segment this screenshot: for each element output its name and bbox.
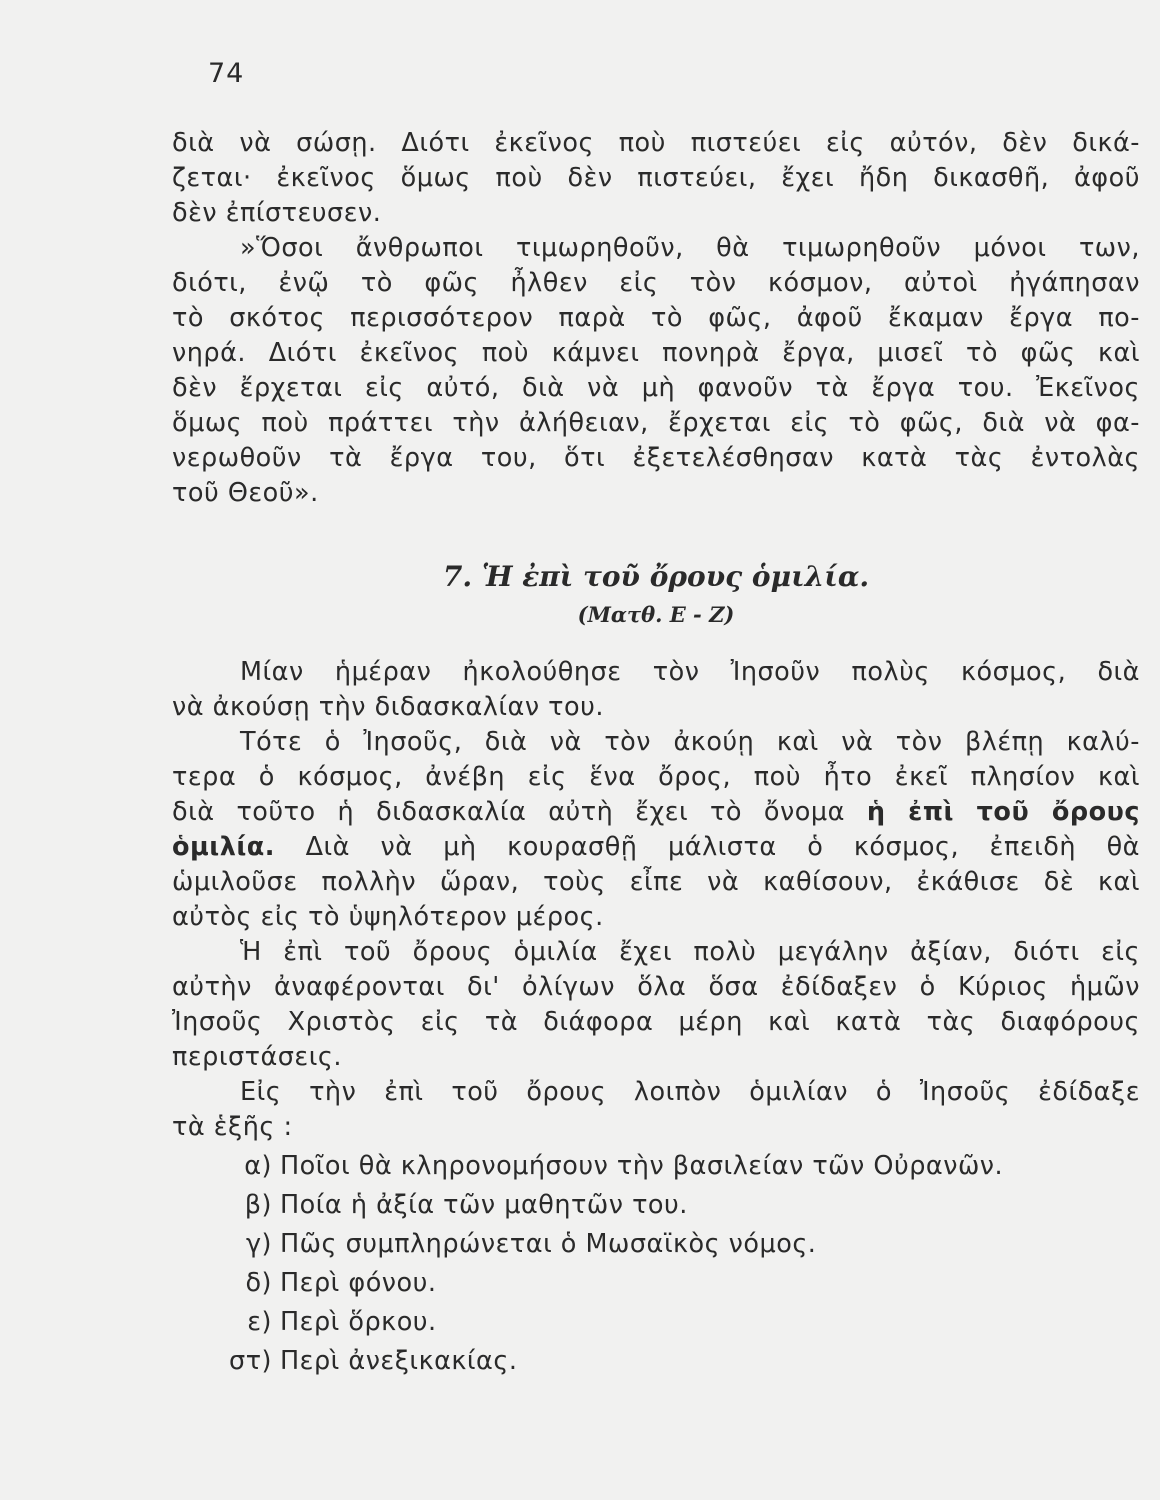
text-line: αὐτὸς εἰς τὸ ὑψηλότερον μέρος.	[172, 902, 604, 932]
text-line: τοῦ Θεοῦ».	[172, 478, 319, 508]
list-item-text: Περὶ φόνου.	[280, 1268, 437, 1298]
list-marker: στ)	[229, 1346, 272, 1376]
text-line	[172, 795, 1140, 830]
list-item	[172, 1147, 1140, 1186]
emphasized-term: ἡ ἐπὶ τοῦ ὄρους	[866, 797, 1140, 827]
list-item-text: Ποῖοι θὰ κληρονομήσουν τὴν βασιλείαν τῶν Οὐρανῶν.	[280, 1151, 1004, 1181]
text-line: διότι, ἐνῷ τὸ φῶς ἦλθεν εἰς τὸν κόσμον, αὐτοὶ ἠγάπησαν	[172, 268, 1140, 298]
text-line: περιστάσεις.	[172, 1042, 342, 1072]
section-body	[172, 655, 1140, 1145]
list-marker: δ)	[245, 1268, 272, 1298]
text-line	[172, 830, 1140, 865]
text-line: νηρά. Διότι ἐκεῖνος ποὺ κάμνει πονηρὰ ἔργα, μισεῖ τὸ φῶς καὶ	[172, 338, 1140, 368]
list-item	[172, 1342, 1140, 1381]
list-item-text: Περὶ ὅρκου.	[280, 1307, 437, 1337]
text-line: ὡμιλοῦσε πολλὴν ὥραν, τοὺς εἶπε νὰ καθίσουν, ἐκάθισε δὲ καὶ	[172, 867, 1140, 897]
list-marker: α)	[244, 1151, 272, 1181]
list-item	[172, 1303, 1140, 1342]
text-line: »Ὅσοι ἄνθρωποι τιμωρηθοῦν, θὰ τιμωρηθοῦν μόνοι των,	[240, 233, 1140, 263]
list-marker: β)	[244, 1190, 272, 1220]
text-line: Εἰς τὴν ἐπὶ τοῦ ὄρους λοιπὸν ὁμιλίαν ὁ Ἰησοῦς ἐδίδαξε	[240, 1077, 1140, 1107]
list-marker: ε)	[247, 1307, 272, 1337]
text-line: διὰ νὰ σώσῃ. Διότι ἐκεῖνος ποὺ πιστεύει εἰς αὐτόν, δὲν δικά-	[172, 128, 1140, 158]
topic-list	[172, 1147, 1140, 1381]
list-item	[172, 1225, 1140, 1264]
list-item	[172, 1186, 1140, 1225]
page-number: 74	[208, 58, 245, 89]
text-line: δὲν ἐπίστευσεν.	[172, 198, 382, 228]
text-line: τερα ὁ κόσμος, ἀνέβη εἰς ἕνα ὄρος, ποὺ ἦτο ἐκεῖ πλησίον καὶ	[172, 762, 1140, 792]
text-line: Ἡ ἐπὶ τοῦ ὄρους ὁμιλία ἔχει πολὺ μεγάλην ἀξίαν, διότι εἰς	[240, 937, 1140, 967]
section-title: 7. Ἡ ἐπὶ τοῦ ὄρους ὁμιλία.	[442, 560, 870, 593]
list-item-text: Ποία ἡ ἀξία τῶν μαθητῶν του.	[280, 1190, 688, 1220]
text-line: ὅμως ποὺ πράττει τὴν ἀλήθειαν, ἔρχεται εἰς τὸ φῶς, διὰ νὰ φα-	[172, 408, 1140, 438]
list-item	[172, 1264, 1140, 1303]
text-line: δὲν ἔρχεται εἰς αὐτό, διὰ νὰ μὴ φανοῦν τὰ ἔργα του. Ἐκεῖνος	[172, 373, 1140, 403]
list-item-text: Πῶς συμπληρώνεται ὁ Μωσαϊκὸς νόμος.	[280, 1229, 817, 1259]
text-span: Διὰ νὰ μὴ κουρασθῇ μάλιστα ὁ κόσμος, ἐπειδὴ θὰ	[275, 832, 1140, 862]
text-line: ζεται· ἐκεῖνος ὅμως ποὺ δὲν πιστεύει, ἔχει ἤδη δικασθῆ, ἀφοῦ	[172, 163, 1140, 193]
text-line: Τότε ὁ Ἰησοῦς, διὰ νὰ τὸν ἀκούῃ καὶ νὰ τὸν βλέπῃ καλύ-	[240, 727, 1140, 757]
text-span: διὰ τοῦτο ἡ διδασκαλία αὐτὴ ἔχει τὸ ὄνομα	[172, 797, 867, 827]
section-reference: (Ματθ. Ε - Ζ)	[577, 602, 735, 627]
text-line: τὸ σκότος περισσότερον παρὰ τὸ φῶς, ἀφοῦ ἔκαμαν ἔργα πο-	[172, 303, 1140, 333]
text-line: αὐτὴν ἀναφέρονται δι' ὀλίγων ὅλα ὅσα ἐδίδαξεν ὁ Κύριος ἡμῶν	[172, 972, 1140, 1002]
text-line: νερωθοῦν τὰ ἔργα του, ὅτι ἐξετελέσθησαν κατὰ τὰς ἐντολὰς	[172, 443, 1140, 473]
text-line: τὰ ἑξῆς :	[172, 1112, 293, 1142]
emphasized-term: ὁμιλία.	[172, 832, 275, 862]
list-item-text: Περὶ ἀνεξικακίας.	[280, 1346, 518, 1376]
text-line: Ἰησοῦς Χριστὸς εἰς τὰ διάφορα μέρη καὶ κατὰ τὰς διαφόρους	[172, 1007, 1140, 1037]
text-line: Μίαν ἡμέραν ἠκολούθησε τὸν Ἰησοῦν πολὺς κόσμος, διὰ	[240, 657, 1140, 687]
list-marker: γ)	[245, 1229, 272, 1259]
paragraph-continuation	[172, 126, 1140, 511]
text-line: νὰ ἀκούσῃ τὴν διδασκαλίαν του.	[172, 692, 604, 722]
